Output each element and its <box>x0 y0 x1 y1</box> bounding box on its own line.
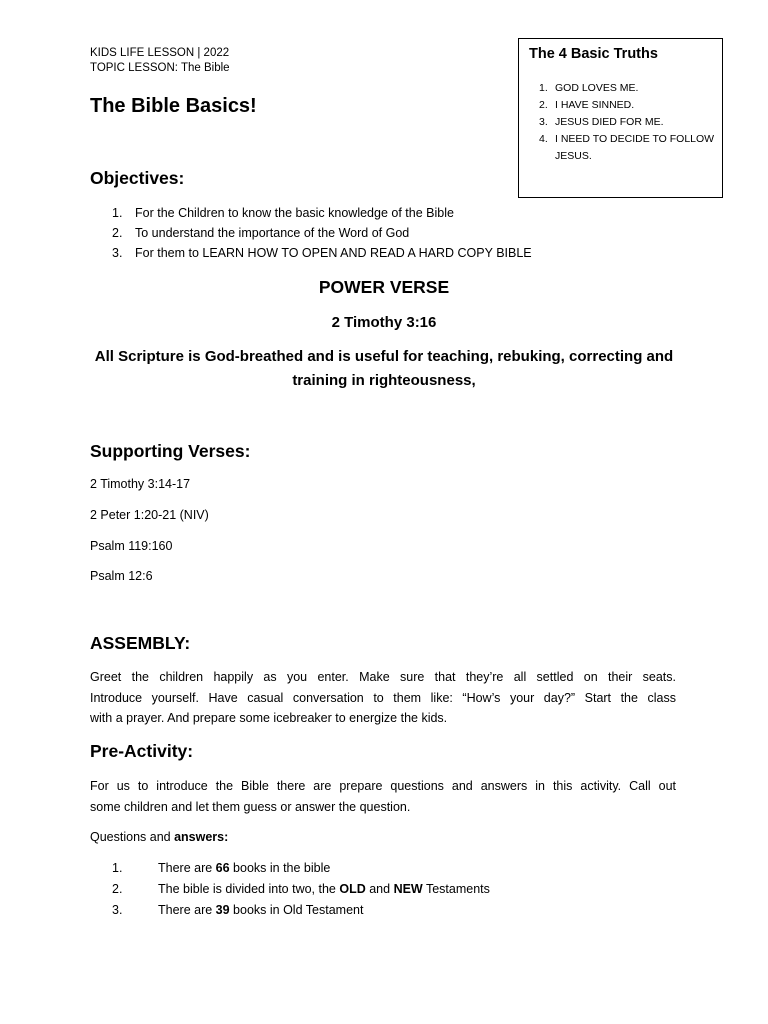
basic-truths-box <box>518 38 723 198</box>
list-item: 1. For the Children to know the basic knowledge of the Bible <box>112 206 454 220</box>
power-verse-reference: 2 Timothy 3:16 <box>331 314 437 331</box>
supporting-verses-heading: Supporting Verses: <box>90 441 251 461</box>
power-verse-line-1: All Scripture is God-breathed and is useful for teaching, rebuking, correcting and <box>94 348 674 365</box>
list-item: 1. There are 66 books in the bible <box>112 861 331 875</box>
power-verse-line-2: training in righteousness, <box>292 372 476 389</box>
paragraph-line: with a prayer. And prepare some icebreaker to energize the kids. <box>90 711 448 725</box>
pre-activity-heading: Pre-Activity: <box>90 741 194 761</box>
list-item: 3. There are 39 books in Old Testament <box>112 903 364 917</box>
questions-answers-label: Questions and answers: <box>90 830 229 844</box>
paragraph-line: Greet the children happily as you enter. Make sure that they’re all settled on their seats. <box>90 670 676 684</box>
paragraph-line: For us to introduce the Bible there are prepare questions and answers in this activity. Call out <box>90 779 676 793</box>
paragraph-line: Introduce yourself. Have casual conversation to them like: “How’s your day?” Start the class <box>90 690 676 705</box>
objectives-list <box>112 203 532 263</box>
list-item: 2. To understand the importance of the Word of God <box>112 226 410 240</box>
power-verse-heading: POWER VERSE <box>318 277 450 297</box>
page-title: The Bible Basics! <box>90 95 257 117</box>
assembly-heading: ASSEMBLY: <box>90 633 191 653</box>
basic-truths-list <box>539 80 719 165</box>
basic-truths-title: The 4 Basic Truths <box>529 46 658 62</box>
assembly-paragraph <box>90 667 676 729</box>
questions-answers-list <box>112 858 490 921</box>
list-item: 3. JESUS DIED FOR ME. <box>539 116 664 128</box>
list-item: 3. For them to LEARN HOW TO OPEN AND READ A HARD COPY BIBLE <box>112 246 532 260</box>
lesson-label: KIDS LIFE LESSON | 2022 <box>90 47 230 59</box>
paragraph-line: some children and let them guess or answer the question. <box>90 799 411 814</box>
list-item: 2. I HAVE SINNED. <box>539 99 635 111</box>
verse-reference: Psalm 119:160 <box>90 539 173 553</box>
list-item: 2. The bible is divided into two, the OLD and NEW Testaments <box>112 882 490 896</box>
list-item: 4. I NEED TO DECIDE TO FOLLOW JESUS. <box>539 133 715 162</box>
verse-reference: 2 Peter 1:20-21 (NIV) <box>90 508 209 522</box>
verse-reference: Psalm 12:6 <box>90 569 153 583</box>
verse-reference: 2 Timothy 3:14-17 <box>90 477 191 491</box>
pre-activity-paragraph <box>90 776 676 817</box>
objectives-heading: Objectives: <box>90 168 185 188</box>
topic-label: TOPIC LESSON: The Bible <box>90 62 230 74</box>
lesson-header <box>90 46 230 76</box>
list-item: 1. GOD LOVES ME. <box>539 82 639 94</box>
